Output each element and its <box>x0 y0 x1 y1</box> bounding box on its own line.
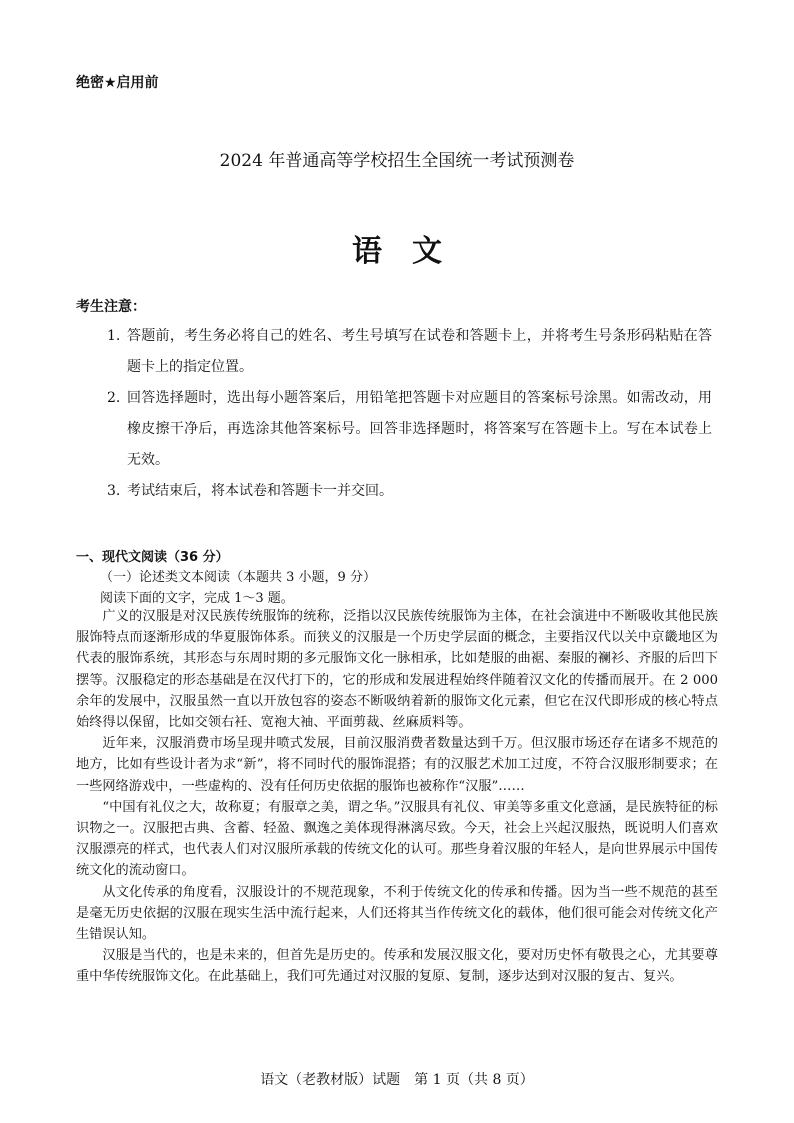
notice-number: 3. <box>107 483 121 499</box>
notice-number: 1. <box>107 328 121 344</box>
notice-item <box>107 321 712 383</box>
section-heading: 一、现代文阅读（36 分） <box>76 550 229 565</box>
sub-section-heading: （一）论述类文本阅读（本题共 3 小题，9 分） <box>100 570 376 585</box>
reading-instruction: 阅读下面的文字，完成 1～3 题。 <box>100 591 294 606</box>
passage-paragraph: 从文化传承的角度看，汉服设计的不规范现象，不利于传统文化的传承和传播。因为当一些不规范的甚至是毫无历史依据的汉服在现实生活中流行起来，人们还将其当作传统文化的载体，他们很可能会对传统文化产生错误认知。 <box>76 884 718 943</box>
subject-title: 语 文 <box>352 234 442 269</box>
passage-paragraph: “中国有礼仪之大，故称夏；有服章之美，谓之华。”汉服具有礼仪、审美等多重文化意涵，是民族特征的标识物之一。汉服把古典、含蓄、轻盈、飘逸之美体现得淋漓尽致。今天，社会上兴起汉服热，既说明人们喜欢汉服漂亮的样式，也代表人们对汉服所承载的传统文化的认可。那些身着汉服的年轻人，是向世界展示中国传统文化的流动窗口。 <box>76 799 718 879</box>
passage-paragraph: 广义的汉服是对汉民族传统服饰的统称，泛指以汉民族传统服饰为主体，在社会演进中不断吸收其他民族服饰特点而逐渐形成的华夏服饰体系。而狭义的汉服是一个历史学层面的概念，主要指汉代以关中京畿地区为代表的服饰系统，其形态与东周时期的多元服饰文化一脉相承，比如楚服的曲裾、秦服的襕衫、齐服的后凹下摆等。汉服稳定的形态基础是在汉代打下的，它的形成和发展进程始终伴随着汉文化的传播而展开。在 2 000 余年的发展中，汉服虽然一直以开放包容的姿态不断吸纳着新的服饰文化元素，但它在汉代即形成的核心特点始终得以保留，比如交领右衽、宽袍大袖、平面剪裁、丝麻质料等。 <box>76 609 718 731</box>
notice-list <box>107 321 712 507</box>
confidential-label: 绝密★启用前 <box>76 75 159 91</box>
notice-heading: 考生注意： <box>76 299 146 315</box>
page-footer: 语文（老教材版）试题 第 1 页（共 8 页） <box>260 1072 534 1088</box>
notice-text: 考试结束后，将本试卷和答题卡一并交回。 <box>127 483 393 499</box>
passage-paragraph: 汉服是当代的，也是未来的，但首先是历史的。传承和发展汉服文化，要对历史怀有敬畏之心，尤其要尊重中华传统服饰文化。在此基础上，我们可先通过对汉服的复原、复制，逐步达到对汉服的复古、复兴。 <box>76 948 718 985</box>
notice-item <box>107 476 712 507</box>
notice-item <box>107 383 712 476</box>
exam-title: 2024 年普通高等学校招生全国统一考试预测卷 <box>219 151 575 171</box>
passage-paragraph: 近年来，汉服消费市场呈现井喷式发展，目前汉服消费者数量达到千万。但汉服市场还存在诸多不规范的地方，比如有些设计者为求“新”，将不同时代的服饰混搭；有的汉服艺术加工过度，不符合汉服形制要求；在一些网络游戏中，一些虚构的、没有任何历史依据的服饰也被称作“汉服”…… <box>76 736 718 794</box>
reading-passage <box>76 606 718 988</box>
notice-text: 回答选择题时，选出每小题答案后，用铅笔把答题卡对应题目的答案标号涂黑。如需改动，用橡皮擦干净后，再选涂其他答案标号。回答非选择题时，将答案写在答题卡上。写在本试卷上无效。 <box>127 390 712 468</box>
notice-number: 2. <box>107 390 121 406</box>
notice-text: 答题前，考生务必将自己的姓名、考生号填写在试卷和答题卡上，并将考生号条形码粘贴在答题卡上的指定位置。 <box>127 328 712 375</box>
